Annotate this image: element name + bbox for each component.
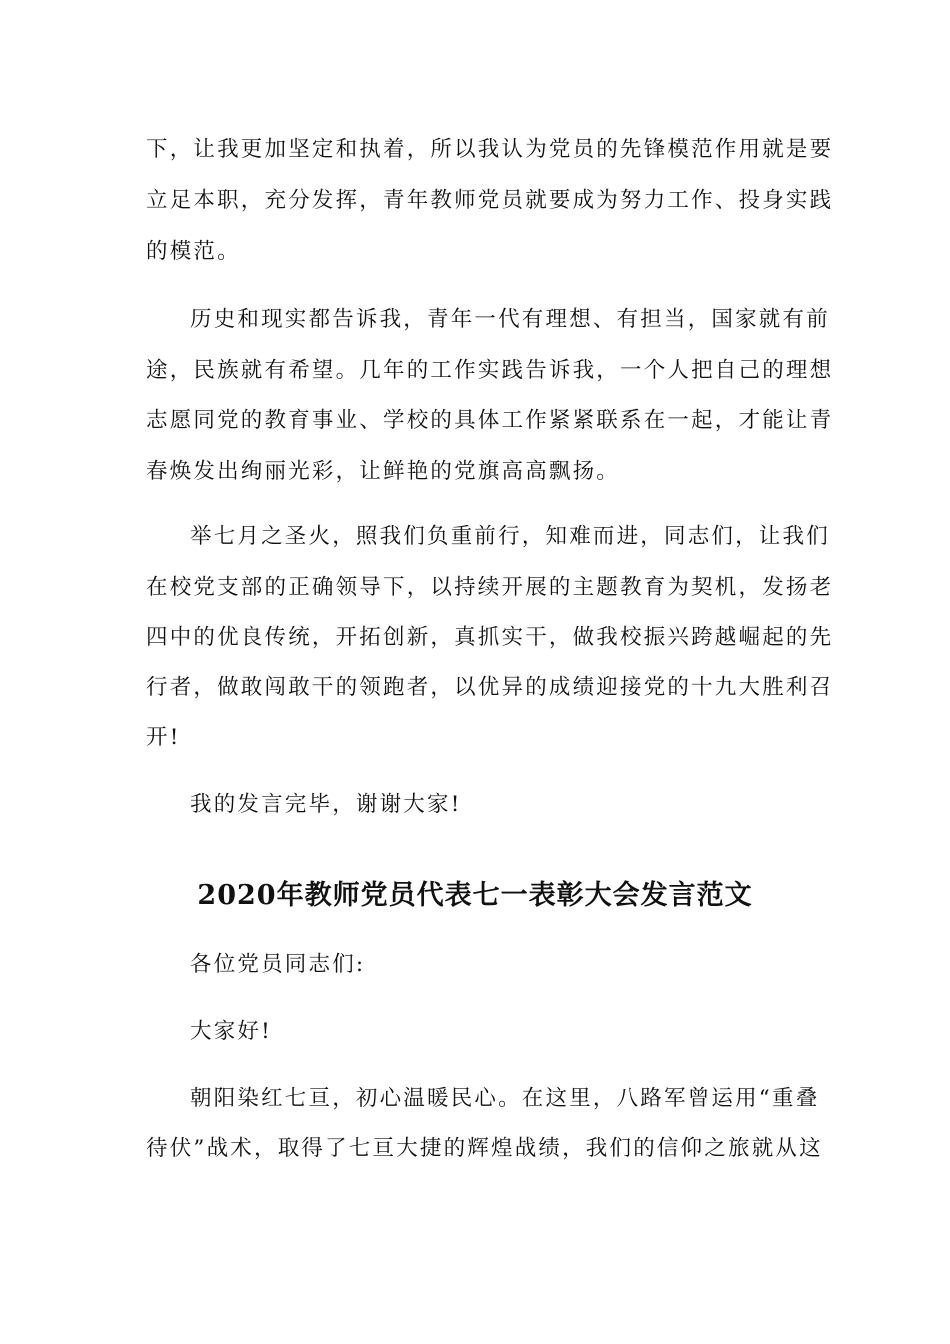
body-line: 举七月之圣火，照我们负重前行，知难而进，同志们，让我们 [190, 524, 830, 549]
body-line: 开! [146, 725, 181, 750]
body-line: 在校党支部的正确领导下，以持续开展的主题教育为契机，发扬老 [146, 575, 834, 600]
greeting: 大家好! [190, 1019, 272, 1044]
body-line: 途，民族就有希望。几年的工作实践告诉我，一个人把自己的理想 [146, 358, 834, 383]
body-line: 四中的优良传统，开拓创新，真抓实干，做我校振兴跨越崛起的先 [146, 625, 834, 650]
body-line: 的模范。 [146, 239, 241, 264]
body-line: 历史和现实都告诉我，青年一代有理想、有担当，国家就有前 [190, 307, 830, 332]
body-line: 待伏”战术，取得了七亘大捷的辉煌战绩，我们的信仰之旅就从这 [146, 1136, 823, 1161]
body-line: 朝阳染红七亘，初心温暖民心。在这里，八路军曾运用“重叠 [190, 1086, 820, 1111]
salutation: 各位党员同志们: [190, 952, 366, 977]
body-line: 春焕发出绚丽光彩，让鲜艳的党旗高高飘扬。 [146, 459, 621, 484]
body-line: 志愿同党的教育事业、学校的具体工作紧紧联系在一起，才能让青 [146, 408, 834, 433]
document-title: 2020年教师党员代表七一表彰大会发言范文 [197, 880, 753, 911]
body-line: 下，让我更加坚定和执着，所以我认为党员的先锋模范作用就是要 [146, 137, 834, 162]
closing-line: 我的发言完毕，谢谢大家! [190, 792, 462, 817]
body-line: 立足本职，充分发挥，青年教师党员就要成为努力工作、投身实践 [146, 188, 834, 213]
body-line: 行者，做敢闯敢干的领跑者，以优异的成绩迎接党的十九大胜利召 [146, 675, 834, 700]
